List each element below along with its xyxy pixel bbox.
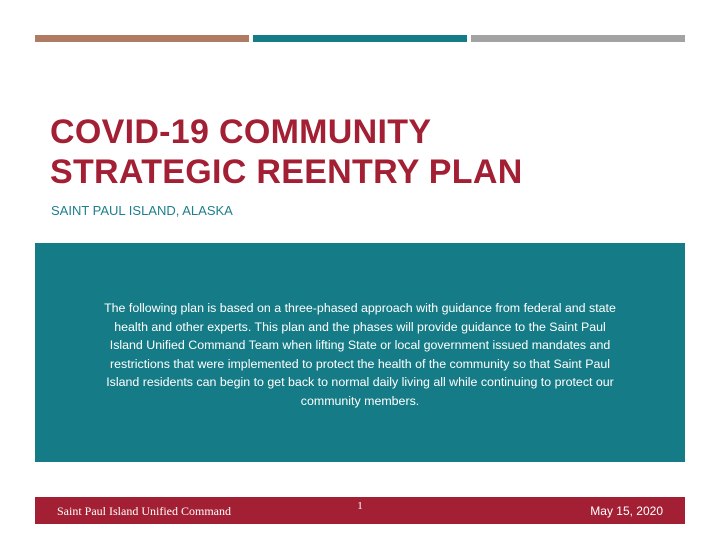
body-text bbox=[80, 299, 640, 411]
page-number: 1 bbox=[357, 500, 363, 512]
body-line: Island residents can begin to get back to normal daily living all while continuing to protect our bbox=[106, 375, 614, 390]
title-line-1: COVID-19 COMMUNITY bbox=[50, 113, 432, 151]
footer-bar bbox=[35, 497, 685, 524]
body-line: health and other experts. This plan and the phases will provide guidance to the Saint Paul bbox=[114, 319, 606, 334]
footer-date: May 15, 2020 bbox=[590, 504, 663, 518]
accent-bar-gray bbox=[471, 35, 685, 42]
footer-organization: Saint Paul Island Unified Command bbox=[57, 504, 231, 518]
body-line: Island Unified Command Team when lifting State or local government issued mandates and bbox=[109, 338, 611, 353]
content-box bbox=[35, 243, 685, 462]
slide-title bbox=[50, 112, 670, 192]
body-line: community members. bbox=[300, 393, 420, 408]
accent-bar-brown bbox=[35, 35, 249, 42]
slide-subtitle: SAINT PAUL ISLAND, ALASKA bbox=[51, 203, 233, 218]
body-line: The following plan is based on a three-phased approach with guidance from federal and state bbox=[104, 301, 616, 315]
body-line: restrictions that were implemented to protect the health of the community so that Saint Paul bbox=[109, 356, 610, 371]
title-line-2: STRATEGIC REENTRY PLAN bbox=[50, 153, 523, 191]
accent-bar-teal bbox=[253, 35, 467, 42]
